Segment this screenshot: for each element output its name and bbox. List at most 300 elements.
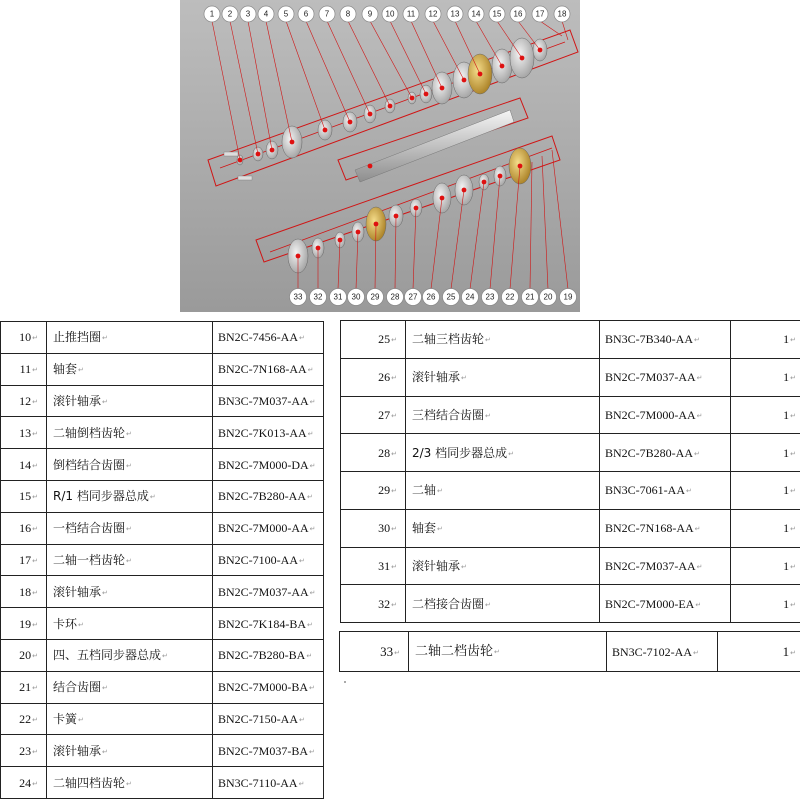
cell-text: 卡环 [53, 616, 78, 631]
cell-qty [731, 358, 800, 396]
table-row [341, 509, 800, 547]
cell-text: 二轴一档齿轮 [53, 552, 126, 567]
cell-text: BN2C-7N168-AA [218, 362, 307, 377]
return-mark: ↵ [307, 620, 313, 629]
cell-code [213, 512, 324, 544]
return-mark: ↵ [126, 556, 132, 565]
part-marker [368, 164, 373, 169]
return-mark: ↵ [696, 374, 703, 383]
table-row [341, 358, 800, 396]
return-mark: ↵ [686, 487, 692, 496]
cell-no [1, 639, 47, 671]
cell-text: BN3C-7B340-AA [605, 332, 694, 347]
cell-name [47, 703, 213, 735]
return-mark: ↵ [309, 747, 315, 756]
cell-qty [731, 396, 800, 434]
cell-text: 27 [378, 407, 391, 422]
return-mark: ↵ [693, 648, 699, 657]
return-mark: ↵ [299, 334, 305, 343]
cell-no [1, 480, 47, 512]
return-mark: ↵ [102, 747, 108, 756]
cell-text: BN2C-7M037-AA [605, 558, 696, 573]
return-mark: ↵ [391, 525, 397, 534]
cell-text: 15 [19, 489, 32, 504]
cell-no [341, 396, 406, 434]
cell-name [47, 512, 213, 544]
return-mark: ↵ [307, 493, 313, 502]
cell-text: 1 [783, 407, 790, 422]
cell-text: 轴套 [412, 521, 437, 536]
return-mark: ↵ [102, 684, 108, 693]
table-row [1, 608, 324, 640]
return-mark: ↵ [299, 556, 305, 565]
return-mark: ↵ [309, 397, 316, 406]
return-mark: ↵ [790, 411, 796, 420]
return-mark: ↵ [696, 411, 703, 420]
return-mark: ↵ [299, 715, 305, 724]
table-row [1, 735, 324, 767]
return-mark: ↵ [391, 600, 397, 609]
cell-no [341, 472, 406, 510]
callout-label: 19 [563, 292, 573, 302]
cell-no [1, 449, 47, 481]
return-mark: ↵ [78, 366, 84, 375]
cell-qty [731, 472, 800, 510]
return-mark: ↵ [790, 525, 796, 534]
return-mark: ↵ [309, 588, 316, 597]
cell-name [406, 585, 600, 623]
cell-text: BN2C-7M000-DA [218, 457, 309, 472]
return-mark: ↵ [78, 715, 84, 724]
cell-text: 26 [378, 370, 391, 385]
return-mark: ↵ [437, 525, 443, 534]
callout-label: 15 [492, 9, 502, 19]
callout-label: 16 [513, 9, 523, 19]
cell-name [47, 353, 213, 385]
cell-text: BN2C-7M000-AA [605, 407, 696, 422]
cell-name [47, 480, 213, 512]
cell-no [1, 608, 47, 640]
cell-code [600, 509, 731, 547]
cell-text: 二轴倒档齿轮 [53, 425, 126, 440]
cell-text: BN2C-7150-AA [218, 711, 298, 726]
table-row [341, 547, 800, 585]
return-mark: ↵ [391, 562, 397, 571]
cell-name [47, 417, 213, 449]
cell-text: 28 [378, 445, 391, 460]
cell-no [1, 353, 47, 385]
cell-no [341, 509, 406, 547]
cell-name [47, 735, 213, 767]
return-mark: ↵ [790, 374, 796, 383]
cell-no [1, 385, 47, 417]
cell-code [213, 480, 324, 512]
cell-text: 二档接合齿圈 [412, 596, 485, 611]
return-mark: ↵ [790, 336, 796, 345]
callout-label: 24 [465, 292, 475, 302]
cell-text: BN2C-7B280-AA [605, 445, 694, 460]
return-mark: ↵ [32, 429, 38, 438]
cell-code [213, 417, 324, 449]
cell-text: 10 [19, 330, 32, 345]
cell-name [47, 639, 213, 671]
cell-text: 11 [19, 362, 32, 377]
callout-label: 8 [345, 9, 351, 19]
cell-name [406, 509, 600, 547]
cell-text: 20 [19, 648, 32, 663]
cell-text: 23 [19, 743, 32, 758]
cell-text: 四、五档同步器总成 [53, 648, 162, 663]
return-mark: ↵ [149, 493, 156, 502]
return-mark: ↵ [32, 334, 38, 343]
cell-text: BN3C-7M037-AA [218, 393, 309, 408]
callout-label: 6 [303, 9, 309, 19]
cell-text: 三档结合齿圈 [412, 407, 485, 422]
cell-qty [731, 434, 800, 472]
cell-text: 一档结合齿圈 [53, 521, 126, 536]
cell-qty [731, 509, 800, 547]
cell-code [600, 585, 731, 623]
return-mark: ↵ [32, 684, 38, 693]
cell-text: BN2C-7K184-BA [218, 616, 307, 631]
return-mark: ↵ [461, 374, 467, 383]
cell-code [213, 735, 324, 767]
table-row [1, 639, 324, 671]
return-mark: ↵ [32, 715, 38, 724]
cell-qty [731, 585, 800, 623]
cell-text: 30 [378, 521, 391, 536]
cell-code [213, 639, 324, 671]
table-row [341, 321, 800, 359]
cell-name [406, 472, 600, 510]
cell-no [1, 322, 47, 354]
cell-text: BN2C-7M000-AA [218, 521, 309, 536]
return-mark: ↵ [306, 652, 313, 661]
callout-label: 18 [557, 9, 567, 19]
cell-code [600, 396, 731, 434]
return-mark: ↵ [696, 562, 703, 571]
cell-text: 滚针轴承 [412, 370, 461, 385]
table-row [1, 322, 324, 354]
cell-text: 1 [782, 644, 790, 659]
return-mark: ↵ [32, 747, 38, 756]
cell-code [213, 703, 324, 735]
cell-text: 二轴四档齿轮 [53, 775, 126, 790]
callout-label: 5 [283, 9, 289, 19]
cell-text: BN3C-7102-AA [612, 644, 692, 659]
cell-text: 25 [378, 332, 391, 347]
callout-label: 11 [406, 9, 416, 19]
return-mark: ↵ [126, 779, 132, 788]
callout-label: 28 [390, 292, 400, 302]
return-mark: ↵ [309, 684, 315, 693]
cell-code [600, 547, 731, 585]
callout-label: 22 [505, 292, 515, 302]
cell-text: 1 [783, 521, 790, 536]
callout-label: 30 [351, 292, 361, 302]
cell-code [213, 544, 324, 576]
cell-code [600, 321, 731, 359]
cell-no [1, 767, 47, 799]
cell-text: BN2C-7100-AA [218, 552, 298, 567]
callout-label: 32 [313, 292, 323, 302]
return-mark: ↵ [307, 429, 314, 438]
callout-label: 23 [485, 292, 495, 302]
cell-text: 止推挡圈 [53, 330, 102, 345]
cell-name [406, 321, 600, 359]
cell-no [1, 544, 47, 576]
return-mark: ↵ [309, 525, 316, 534]
return-mark: ↵ [485, 600, 491, 609]
table-row [1, 512, 324, 544]
return-mark: ↵ [394, 649, 400, 657]
callout-label: 31 [333, 292, 343, 302]
callout-label: 20 [543, 292, 553, 302]
return-mark: ↵ [485, 336, 491, 345]
cell-text: 1 [783, 558, 790, 573]
cell-text: 16 [19, 521, 32, 536]
cell-text: 1 [783, 483, 790, 498]
cell-text: 1 [783, 332, 790, 347]
cell-text: 21 [19, 680, 32, 695]
cell-text: 13 [19, 425, 32, 440]
return-mark: ↵ [790, 562, 796, 571]
return-mark: ↵ [391, 487, 397, 496]
pin-part [224, 152, 238, 156]
return-mark: ↵ [307, 366, 314, 375]
return-mark: ↵ [162, 652, 168, 661]
cell-no [340, 632, 409, 672]
cell-text: BN3C-7110-AA [218, 775, 298, 790]
cell-no [1, 671, 47, 703]
cell-text: 滚针轴承 [53, 584, 102, 599]
cell-text: 滚针轴承 [412, 558, 461, 573]
cell-text: 14 [19, 457, 32, 472]
return-mark: ↵ [32, 366, 38, 375]
return-mark: ↵ [32, 397, 38, 406]
cell-name [47, 671, 213, 703]
cell-text: BN2C-7M037-BA [218, 743, 309, 758]
table-row [1, 767, 324, 799]
cell-code [213, 608, 324, 640]
pin-part [238, 176, 252, 180]
cell-text: BN2C-7M000-EA [605, 596, 695, 611]
return-mark: ↵ [32, 779, 38, 788]
return-mark: ↵ [790, 449, 796, 458]
cell-text: 二轴 [412, 483, 437, 498]
cell-text: 29 [378, 483, 391, 498]
table-row [341, 585, 800, 623]
cell-text: BN2C-7M037-AA [605, 370, 696, 385]
return-mark: ↵ [102, 334, 108, 343]
cell-code [213, 576, 324, 608]
return-mark: ↵ [32, 620, 38, 629]
return-mark: ↵ [126, 429, 132, 438]
callout-label: 13 [450, 9, 460, 19]
cell-text: 17 [19, 552, 32, 567]
callout-label: 10 [385, 9, 395, 19]
cell-code [213, 322, 324, 354]
callout-label: 29 [370, 292, 380, 302]
cell-text: 1 [783, 445, 790, 460]
cell-text: 19 [19, 616, 32, 631]
table-row [341, 472, 800, 510]
table-row [341, 396, 800, 434]
parts-table-left [0, 321, 324, 799]
cell-no [1, 417, 47, 449]
return-mark: ↵ [391, 411, 397, 420]
cell-name [47, 608, 213, 640]
return-mark: ↵ [391, 449, 397, 458]
cell-code [600, 472, 731, 510]
parts-table-bottom [339, 631, 800, 672]
table-row [1, 449, 324, 481]
callout-label: 7 [324, 9, 330, 19]
return-mark: ↵ [32, 556, 38, 565]
cell-qty [731, 547, 800, 585]
return-mark: ↵ [508, 449, 515, 458]
cell-text: 31 [378, 558, 391, 573]
table-row [1, 417, 324, 449]
cell-name [406, 358, 600, 396]
cell-code [213, 671, 324, 703]
cell-qty [731, 321, 800, 359]
parts-table-right [340, 320, 800, 623]
cell-name [47, 576, 213, 608]
return-mark: ↵ [790, 600, 796, 609]
return-mark: ↵ [694, 336, 700, 345]
return-mark: ↵ [32, 652, 38, 661]
cell-text: 1 [783, 370, 790, 385]
stray-mark [344, 681, 346, 683]
return-mark: ↵ [461, 562, 467, 571]
cell-code [213, 353, 324, 385]
cell-text: 18 [19, 584, 32, 599]
cell-text: 二轴三档齿轮 [412, 332, 485, 347]
cell-text: 滚针轴承 [53, 743, 102, 758]
exploded-view-svg [180, 0, 580, 312]
cell-name [47, 449, 213, 481]
callout-label: 3 [245, 9, 251, 19]
table-row [1, 353, 324, 385]
cell-text: 22 [19, 711, 32, 726]
cell-text: 卡簧 [53, 711, 78, 726]
cell-text: R/1 档同步器总成 [53, 489, 149, 504]
cell-text: BN3C-7061-AA [605, 483, 685, 498]
cell-text: BN2C-7N168-AA [605, 521, 694, 536]
cell-no [1, 735, 47, 767]
cell-code [213, 385, 324, 417]
cell-code [600, 434, 731, 472]
cell-text: BN2C-7456-AA [218, 330, 298, 345]
table-row [341, 434, 800, 472]
cell-text: 33 [380, 644, 394, 659]
return-mark: ↵ [102, 397, 108, 406]
callout-label: 1 [209, 9, 215, 19]
callout-label: 9 [367, 9, 373, 19]
return-mark: ↵ [298, 779, 305, 788]
return-mark: ↵ [126, 461, 132, 470]
cell-text: BN2C-7B280-AA [218, 489, 307, 504]
cell-name [47, 385, 213, 417]
cell-text: 滚针轴承 [53, 393, 102, 408]
cell-text: BN2C-7B280-BA [218, 648, 306, 663]
cell-no [341, 547, 406, 585]
return-mark: ↵ [78, 620, 84, 629]
callout-label: 14 [471, 9, 481, 19]
cell-text: 倒档结合齿圈 [53, 457, 126, 472]
cell-code [607, 632, 718, 672]
cell-name [406, 547, 600, 585]
return-mark: ↵ [32, 493, 38, 502]
return-mark: ↵ [694, 449, 700, 458]
cell-name [47, 544, 213, 576]
cell-no [1, 576, 47, 608]
return-mark: ↵ [790, 487, 796, 496]
cell-text: BN2C-7M037-AA [218, 584, 309, 599]
callout-label: 4 [263, 9, 269, 19]
callout-label: 2 [227, 9, 233, 19]
table-row [1, 576, 324, 608]
cell-text: 32 [378, 596, 391, 611]
return-mark: ↵ [485, 411, 491, 420]
callout-label: 17 [535, 9, 545, 19]
table-row [1, 480, 324, 512]
callout-label: 25 [446, 292, 456, 302]
table-row [1, 544, 324, 576]
callout-label: 27 [408, 292, 418, 302]
table-row [340, 632, 800, 672]
cell-code [213, 767, 324, 799]
cell-name [47, 767, 213, 799]
cell-no [1, 512, 47, 544]
cell-name [406, 396, 600, 434]
cell-code [600, 358, 731, 396]
return-mark: ↵ [126, 525, 132, 534]
return-mark: ↵ [32, 525, 38, 534]
return-mark: ↵ [32, 588, 38, 597]
cell-text: 24 [19, 775, 32, 790]
callout-label: 12 [428, 9, 438, 19]
cell-no [1, 703, 47, 735]
cell-text: 2/3 档同步器总成 [412, 445, 508, 460]
return-mark: ↵ [309, 461, 316, 470]
return-mark: ↵ [32, 461, 38, 470]
cell-text: 1 [783, 596, 790, 611]
callout-label: 21 [525, 292, 535, 302]
exploded-view-diagram [180, 0, 580, 312]
return-mark: ↵ [391, 336, 397, 345]
cell-text: 结合齿圈 [53, 680, 102, 695]
cell-text: BN2C-7M000-BA [218, 680, 309, 695]
cell-no [341, 585, 406, 623]
cell-text: BN2C-7K013-AA [218, 425, 307, 440]
callout-label: 26 [426, 292, 436, 302]
return-mark: ↵ [790, 649, 796, 657]
cell-name [409, 632, 607, 672]
cell-name [47, 322, 213, 354]
table-row [1, 671, 324, 703]
cell-text: 轴套 [53, 362, 78, 377]
cell-qty [718, 632, 800, 672]
return-mark: ↵ [391, 374, 397, 383]
cell-code [213, 449, 324, 481]
table-row [1, 703, 324, 735]
cell-no [341, 321, 406, 359]
cell-no [341, 434, 406, 472]
cell-text: 12 [19, 393, 32, 408]
cell-text: 二轴二档齿轮 [415, 644, 494, 659]
